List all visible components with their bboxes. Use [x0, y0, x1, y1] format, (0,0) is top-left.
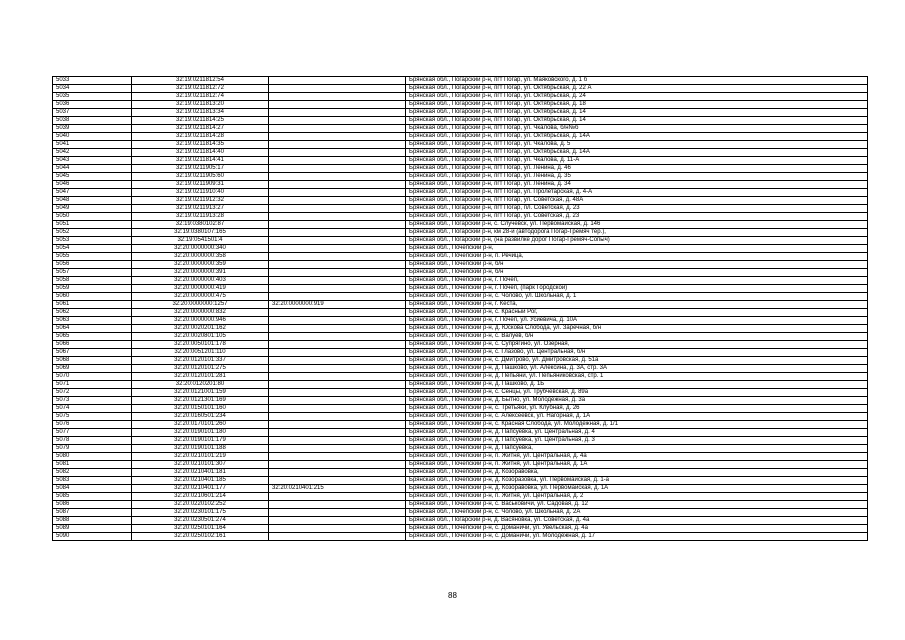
previous-number-cell: [269, 349, 406, 357]
cadastral-number-cell: 32:19:0380107:165: [132, 229, 269, 237]
address-cell: Брянская обл., Погарский р-н, пгт Погар, пл. Советская, д. 23: [406, 205, 868, 213]
table-row: [53, 501, 868, 509]
table-row: [53, 493, 868, 501]
row-number-cell: 5068: [53, 357, 132, 365]
previous-number-cell: [269, 525, 406, 533]
previous-number-cell: [269, 141, 406, 149]
address-cell: Брянская обл., Погарский р-н, пгт Погар, ул. Ленина, д. 34: [406, 181, 868, 189]
row-number-cell: 5070: [53, 373, 132, 381]
cadastral-table: [52, 76, 868, 541]
previous-number-cell: [269, 493, 406, 501]
table-row: [53, 469, 868, 477]
address-cell: Брянская обл., Почепский р-н, д. Юскова Слобода, ул. Заречная, б/н: [406, 325, 868, 333]
address-cell: Брянская обл., Почепский р-н, г. Почеп, ул. Усиевича, д. 10А: [406, 317, 868, 325]
cadastral-number-cell: 32:20:0050101:178: [132, 341, 269, 349]
table-row: [53, 133, 868, 141]
cadastral-number-cell: 32:19:0211814:25: [132, 117, 269, 125]
address-cell: Брянская обл., Почепский р-н, д. Пашково, ул. Алексина, д. 3А, стр. 3А: [406, 365, 868, 373]
address-cell: Брянская обл., Погарский р-н, пгт Погар, ул. Октябрьская, д. 14: [406, 117, 868, 125]
previous-number-cell: [269, 189, 406, 197]
address-cell: Брянская обл., Почепский р-н, д. Пашково, д. 1Б: [406, 381, 868, 389]
cadastral-number-cell: 32:20:0000000:832: [132, 309, 269, 317]
table-row: [53, 445, 868, 453]
previous-number-cell: [269, 93, 406, 101]
cadastral-number-cell: 32:20:0000000:391: [132, 269, 269, 277]
row-number-cell: 5034: [53, 85, 132, 93]
address-cell: Брянская обл., Почепский р-н, с. Глазово, ул. Центральная, б/н: [406, 349, 868, 357]
cadastral-number-cell: 32:20:0000000:403: [132, 277, 269, 285]
row-number-cell: 5078: [53, 437, 132, 445]
address-cell: Брянская обл., Погарский р-н, пгт Погар, ул. Ленина, д. 35: [406, 173, 868, 181]
address-cell: Брянская обл., Погарский р-н, пгт Погар, ул. Октябрьская, д. 14: [406, 109, 868, 117]
address-cell: Брянская обл., Почепский р-н, с. Третьяки, ул. Клубная, д. 26: [406, 405, 868, 413]
row-number-cell: 5069: [53, 365, 132, 373]
cadastral-number-cell: 32:20:0150101:160: [132, 405, 269, 413]
address-cell: Брянская обл., Погарский р-н, пгт Погар, ул. Чкалова, д. 5: [406, 141, 868, 149]
cadastral-number-cell: 32:19:0211910:40: [132, 189, 269, 197]
address-cell: Брянская обл., Погарский р-н, пгт Погар, ул. Чкалова, д. 11-А: [406, 157, 868, 165]
table-row: [53, 157, 868, 165]
address-cell: Брянская обл., Почепский р-н, с. Доманичи, ул. Молодежная, д. 17: [406, 533, 868, 541]
address-cell: Брянская обл., Погарский р-н, пгт Погар, ул. Ленина, д. 46: [406, 165, 868, 173]
table-row: [53, 245, 868, 253]
previous-number-cell: [269, 405, 406, 413]
row-number-cell: 5081: [53, 461, 132, 469]
cadastral-number-cell: 32:20:0230101:175: [132, 509, 269, 517]
previous-number-cell: [269, 357, 406, 365]
cadastral-number-cell: 32:20:0210101:219: [132, 453, 269, 461]
row-number-cell: 5038: [53, 117, 132, 125]
cadastral-number-cell: 32:20:0160501:234: [132, 413, 269, 421]
row-number-cell: 5048: [53, 197, 132, 205]
previous-number-cell: [269, 317, 406, 325]
table-row: [53, 389, 868, 397]
table-row: [53, 365, 868, 373]
cadastral-number-cell: 32:20:0000000:359: [132, 261, 269, 269]
previous-number-cell: [269, 85, 406, 93]
cadastral-number-cell: 32:20:0000000:340: [132, 245, 269, 253]
row-number-cell: 5063: [53, 317, 132, 325]
previous-number-cell: [269, 533, 406, 541]
cadastral-number-cell: 32:20:0230501:274: [132, 517, 269, 525]
cadastral-number-cell: 32:19:0211814:35: [132, 141, 269, 149]
table-row: [53, 429, 868, 437]
table-row: [53, 357, 868, 365]
address-cell: Брянская обл., Почепский р-н, г. Кеста,: [406, 301, 868, 309]
table-row: [53, 325, 868, 333]
table-row: [53, 181, 868, 189]
table-row: [53, 237, 868, 245]
address-cell: Брянская обл., Погарский р-н, (на развилке дорог Погар-Гремяч-Сопыч): [406, 237, 868, 245]
previous-number-cell: [269, 181, 406, 189]
cadastral-number-cell: 32:20:0190101:179: [132, 437, 269, 445]
row-number-cell: 5058: [53, 277, 132, 285]
address-cell: Брянская обл., Почепский р-н, с. Красная Слобода, ул. Молодежная, д. 1/1: [406, 421, 868, 429]
address-cell: Брянская обл., Погарский р-н, пгт Погар, ул. Советская, д. 48А: [406, 197, 868, 205]
address-cell: Брянская обл., Почепский р-н, с. Красный Рог,: [406, 309, 868, 317]
address-cell: Брянская обл., Погарский р-н, пгт Погар, ул. Октябрьская, д. 14А: [406, 149, 868, 157]
address-cell: Брянская обл., Погарский р-н, пгт Погар, ул. Чкалова, б/н№б: [406, 125, 868, 133]
previous-number-cell: [269, 109, 406, 117]
previous-number-cell: [269, 165, 406, 173]
cadastral-number-cell: 32:19:0211814:27: [132, 125, 269, 133]
cadastral-number-cell: 32:20:0000000:419: [132, 285, 269, 293]
address-cell: Брянская обл., Почепский р-н, п. Житня, ул. Центральная, д. 1А: [406, 461, 868, 469]
address-cell: Брянская обл., Почепский р-н, д. Папсуевка, ул. Центральная, д. 3: [406, 437, 868, 445]
address-cell: Брянская обл., Почепский р-н, с. Сенцы, ул. Трубчевская, д. 89а: [406, 389, 868, 397]
address-cell: Брянская обл., Погарский р-н, пгт Погар, ул. Октябрьская, д. 14А: [406, 133, 868, 141]
address-cell: Брянская обл., Почепский р-н, д. Козоразовка, ул. Первомайская, д. 1-а: [406, 477, 868, 485]
cadastral-number-cell: 32:19:0211812:74: [132, 93, 269, 101]
table-row: [53, 405, 868, 413]
previous-number-cell: 32:20:0000000:919: [269, 301, 406, 309]
row-number-cell: 5067: [53, 349, 132, 357]
table-row: [53, 525, 868, 533]
table-row: [53, 117, 868, 125]
table-row: [53, 285, 868, 293]
table-row: [53, 517, 868, 525]
table-row: [53, 293, 868, 301]
table-row: [53, 413, 868, 421]
previous-number-cell: [269, 381, 406, 389]
cadastral-number-cell: 32:20:0000000:358: [132, 253, 269, 261]
row-number-cell: 5072: [53, 389, 132, 397]
cadastral-number-cell: 32:19:0211814:40: [132, 149, 269, 157]
previous-number-cell: [269, 397, 406, 405]
table-row: [53, 381, 868, 389]
previous-number-cell: [269, 365, 406, 373]
cadastral-number-cell: 32:20:0120201:80: [132, 381, 269, 389]
previous-number-cell: [269, 157, 406, 165]
address-cell: Брянская обл., Почепский р-н, с. Валуев, б/н: [406, 333, 868, 341]
table-row: [53, 253, 868, 261]
row-number-cell: 5039: [53, 125, 132, 133]
address-cell: Брянская обл., Почепский р-н, д. Пепьяни, ул. Пепьяниковская, стр. 1: [406, 373, 868, 381]
previous-number-cell: [269, 77, 406, 85]
address-cell: Брянская обл., Почепский р-н,: [406, 245, 868, 253]
address-cell: Брянская обл., Почепский р-н, б/н: [406, 261, 868, 269]
table-row: [53, 509, 868, 517]
previous-number-cell: [269, 517, 406, 525]
previous-number-cell: [269, 125, 406, 133]
previous-number-cell: [269, 429, 406, 437]
table-row: [53, 173, 868, 181]
row-number-cell: 5059: [53, 285, 132, 293]
address-cell: Брянская обл., Погарский р-н, пгт Погар, ул. Октябрьская, д. 18: [406, 101, 868, 109]
address-cell: Брянская обл., Почепский р-н, д. Папсуевка, ул. Центральная, д. 4: [406, 429, 868, 437]
address-cell: Брянская обл., Почепский р-н, п. Житня, ул. Центральная, д. 4а: [406, 453, 868, 461]
row-number-cell: 5084: [53, 485, 132, 493]
table-row: [53, 93, 868, 101]
address-cell: Брянская обл., Почепский р-н, б/н: [406, 269, 868, 277]
table-row: [53, 437, 868, 445]
previous-number-cell: [269, 413, 406, 421]
address-cell: Брянская обл., Погарский р-н, пгт Погар, ул. Октябрьская, д. 22 А: [406, 85, 868, 93]
cadastral-number-cell: 32:19:0211913:28: [132, 213, 269, 221]
address-cell: Брянская обл., Почепский р-н, д. Папсуевка,: [406, 445, 868, 453]
previous-number-cell: [269, 373, 406, 381]
row-number-cell: 5075: [53, 413, 132, 421]
previous-number-cell: [269, 293, 406, 301]
address-cell: Брянская обл., Почепский р-н, с. Супрягино, ул. Озерная,: [406, 341, 868, 349]
previous-number-cell: [269, 221, 406, 229]
row-number-cell: 5033: [53, 77, 132, 85]
row-number-cell: 5071: [53, 381, 132, 389]
cadastral-number-cell: 32:20:0120101:281: [132, 373, 269, 381]
cadastral-number-cell: 32:19:0211812:54: [132, 77, 269, 85]
cadastral-number-cell: 32:19:0211905:60: [132, 173, 269, 181]
row-number-cell: 5054: [53, 245, 132, 253]
row-number-cell: 5088: [53, 517, 132, 525]
previous-number-cell: [269, 277, 406, 285]
previous-number-cell: [269, 421, 406, 429]
row-number-cell: 5090: [53, 533, 132, 541]
previous-number-cell: [269, 309, 406, 317]
row-number-cell: 5080: [53, 453, 132, 461]
row-number-cell: 5073: [53, 397, 132, 405]
row-number-cell: 5087: [53, 509, 132, 517]
table-row: [53, 477, 868, 485]
table-row: [53, 333, 868, 341]
table-row: [53, 213, 868, 221]
cadastral-number-cell: 32:20:0000000:475: [132, 293, 269, 301]
cadastral-number-cell: 32:20:0210401:181: [132, 469, 269, 477]
cadastral-number-cell: 32:19:0211813:20: [132, 101, 269, 109]
row-number-cell: 5062: [53, 309, 132, 317]
cadastral-number-cell: 32:20:0170101:260: [132, 421, 269, 429]
cadastral-number-cell: 32:19:0211812:72: [132, 85, 269, 93]
cadastral-number-cell: 32:20:0210101:307: [132, 461, 269, 469]
previous-number-cell: [269, 197, 406, 205]
table-row: [53, 205, 868, 213]
row-number-cell: 5086: [53, 501, 132, 509]
previous-number-cell: [269, 453, 406, 461]
row-number-cell: 5055: [53, 253, 132, 261]
table-row: [53, 397, 868, 405]
table-row: [53, 101, 868, 109]
table-row: [53, 261, 868, 269]
table-row: [53, 301, 868, 309]
table-row: [53, 269, 868, 277]
row-number-cell: 5083: [53, 477, 132, 485]
row-number-cell: 5046: [53, 181, 132, 189]
address-cell: Брянская обл., Погарский р-н, с. Случевск, ул. Первомайская, д. 146: [406, 221, 868, 229]
row-number-cell: 5074: [53, 405, 132, 413]
address-cell: Брянская обл., Погарский р-н, д. Васяновка, ул. Советская, д. 4а: [406, 517, 868, 525]
row-number-cell: 5052: [53, 229, 132, 237]
cadastral-number-cell: 32:20:0000000:1257: [132, 301, 269, 309]
address-cell: Брянская обл., Погарский р-н, км 28-й (автодорога Погар-Гремяч тер.),: [406, 229, 868, 237]
cadastral-number-cell: 32:19:0211905:17: [132, 165, 269, 173]
page-number: 88: [448, 591, 457, 600]
row-number-cell: 5089: [53, 525, 132, 533]
previous-number-cell: [269, 229, 406, 237]
row-number-cell: 5036: [53, 101, 132, 109]
table-row: [53, 141, 868, 149]
table-row: [53, 453, 868, 461]
previous-number-cell: [269, 461, 406, 469]
address-cell: Брянская обл., Почепский р-н, д. Бытно, ул. Молодежная, д. 3а: [406, 397, 868, 405]
previous-number-cell: [269, 245, 406, 253]
previous-number-cell: [269, 101, 406, 109]
cadastral-table-body: [53, 77, 868, 541]
table-row: [53, 197, 868, 205]
cadastral-number-cell: 32:19:0211814:28: [132, 133, 269, 141]
row-number-cell: 5049: [53, 205, 132, 213]
table-row: [53, 221, 868, 229]
row-number-cell: 5043: [53, 157, 132, 165]
table-row: [53, 533, 868, 541]
cadastral-number-cell: 32:20:0020201:162: [132, 325, 269, 333]
table-row: [53, 125, 868, 133]
cadastral-number-cell: 32:20:0210401:177: [132, 485, 269, 493]
cadastral-number-cell: 32:20:0020801:105: [132, 333, 269, 341]
previous-number-cell: [269, 173, 406, 181]
row-number-cell: 5044: [53, 165, 132, 173]
table-row: [53, 149, 868, 157]
cadastral-number-cell: 32:19:0541501:4: [132, 237, 269, 245]
table-row: [53, 421, 868, 429]
address-cell: Брянская обл., Почепский р-н, г. Почеп, (парк Городской): [406, 285, 868, 293]
previous-number-cell: [269, 117, 406, 125]
address-cell: Брянская обл., Почепский р-н, д. Козоравовка, ул. Первомайская, д. 1А: [406, 485, 868, 493]
previous-number-cell: [269, 509, 406, 517]
previous-number-cell: [269, 341, 406, 349]
previous-number-cell: 32:20:0210401:215: [269, 485, 406, 493]
cadastral-number-cell: 32:20:0121301:169: [132, 397, 269, 405]
previous-number-cell: [269, 149, 406, 157]
cadastral-number-cell: 32:19:0211814:41: [132, 157, 269, 165]
cadastral-number-cell: 32:20:0120101:337: [132, 357, 269, 365]
address-cell: Брянская обл., Почепский р-н, п. Житня, ул. Центральная, д. 2: [406, 493, 868, 501]
cadastral-number-cell: 32:19:0211909:31: [132, 181, 269, 189]
cadastral-number-cell: 32:20:0220102:252: [132, 501, 269, 509]
row-number-cell: 5041: [53, 141, 132, 149]
row-number-cell: 5051: [53, 221, 132, 229]
address-cell: Брянская обл., Почепский р-н, п. Речица,: [406, 253, 868, 261]
cadastral-number-cell: 32:20:0190101:188: [132, 445, 269, 453]
previous-number-cell: [269, 285, 406, 293]
row-number-cell: 5076: [53, 421, 132, 429]
address-cell: Брянская обл., Почепский р-н, с. Доманичи, ул. Увельская, д. 4а: [406, 525, 868, 533]
row-number-cell: 5066: [53, 341, 132, 349]
previous-number-cell: [269, 205, 406, 213]
previous-number-cell: [269, 237, 406, 245]
table-row: [53, 277, 868, 285]
table-row: [53, 189, 868, 197]
table-row: [53, 341, 868, 349]
address-cell: Брянская обл., Почепский р-н, с. Дмитрово, ул. Дмитровская, д. 51а: [406, 357, 868, 365]
row-number-cell: 5079: [53, 445, 132, 453]
row-number-cell: 5065: [53, 333, 132, 341]
address-cell: Брянская обл., Почепский р-н, с. Васьковичи, ул. Садовая, д. 12: [406, 501, 868, 509]
cadastral-number-cell: 32:20:0120101:275: [132, 365, 269, 373]
previous-number-cell: [269, 469, 406, 477]
previous-number-cell: [269, 325, 406, 333]
row-number-cell: 5056: [53, 261, 132, 269]
previous-number-cell: [269, 133, 406, 141]
row-number-cell: 5082: [53, 469, 132, 477]
table-row: [53, 485, 868, 493]
row-number-cell: 5064: [53, 325, 132, 333]
row-number-cell: 5085: [53, 493, 132, 501]
cadastral-number-cell: 32:19:0211913:27: [132, 205, 269, 213]
table-row: [53, 317, 868, 325]
address-cell: Брянская обл., Почепский р-н, г. Почеп,: [406, 277, 868, 285]
address-cell: Брянская обл., Почепский р-н, с. Чолово, ул. Школьная, д. 1: [406, 293, 868, 301]
row-number-cell: 5042: [53, 149, 132, 157]
address-cell: Брянская обл., Погарский р-н, пгт Погар, ул. Октябрьская, д. 24: [406, 93, 868, 101]
row-number-cell: 5047: [53, 189, 132, 197]
row-number-cell: 5053: [53, 237, 132, 245]
row-number-cell: 5050: [53, 213, 132, 221]
previous-number-cell: [269, 445, 406, 453]
cadastral-number-cell: 32:20:0250102:161: [132, 533, 269, 541]
row-number-cell: 5045: [53, 173, 132, 181]
cadastral-number-cell: 32:20:0190101:180: [132, 429, 269, 437]
table-row: [53, 77, 868, 85]
cadastral-number-cell: 32:20:0250101:164: [132, 525, 269, 533]
cadastral-number-cell: 32:20:0121001:159: [132, 389, 269, 397]
previous-number-cell: [269, 437, 406, 445]
previous-number-cell: [269, 389, 406, 397]
row-number-cell: 5061: [53, 301, 132, 309]
row-number-cell: 5035: [53, 93, 132, 101]
row-number-cell: 5060: [53, 293, 132, 301]
table-row: [53, 349, 868, 357]
address-cell: Брянская обл., Погарский р-н, пгт Погар, ул. Советская, д. 23: [406, 213, 868, 221]
cadastral-number-cell: 32:20:0210401:185: [132, 477, 269, 485]
row-number-cell: 5077: [53, 429, 132, 437]
previous-number-cell: [269, 213, 406, 221]
cadastral-number-cell: 32:20:0000000:946: [132, 317, 269, 325]
previous-number-cell: [269, 477, 406, 485]
address-cell: Брянская обл., Погарский р-н, пгт Погар, ул. Пролетарская, д. 4-А: [406, 189, 868, 197]
table-row: [53, 309, 868, 317]
previous-number-cell: [269, 501, 406, 509]
table-row: [53, 461, 868, 469]
cadastral-number-cell: 32:20:0051201:110: [132, 349, 269, 357]
address-cell: Брянская обл., Почепский р-н, с. Алексеевск, ул. Нагорная, д. 1А: [406, 413, 868, 421]
table-row: [53, 85, 868, 93]
cadastral-number-cell: 32:20:0210601:214: [132, 493, 269, 501]
address-cell: Брянская обл., Погарский р-н, пгт Погар, ул. Маяковского, д. 1 б: [406, 77, 868, 85]
previous-number-cell: [269, 253, 406, 261]
cadastral-number-cell: 32:19:0211912:32: [132, 197, 269, 205]
row-number-cell: 5057: [53, 269, 132, 277]
previous-number-cell: [269, 333, 406, 341]
cadastral-number-cell: 32:19:0380102:87: [132, 221, 269, 229]
address-cell: Брянская обл., Почепский р-н, с. Чолово, ул. Школьная, д. 2А: [406, 509, 868, 517]
previous-number-cell: [269, 269, 406, 277]
row-number-cell: 5037: [53, 109, 132, 117]
table-row: [53, 165, 868, 173]
address-cell: Брянская обл., Почепский р-н, д. Козоравовка,: [406, 469, 868, 477]
previous-number-cell: [269, 261, 406, 269]
row-number-cell: 5040: [53, 133, 132, 141]
table-row: [53, 373, 868, 381]
cadastral-number-cell: 32:19:0211813:34: [132, 109, 269, 117]
table-row: [53, 229, 868, 237]
table-row: [53, 109, 868, 117]
